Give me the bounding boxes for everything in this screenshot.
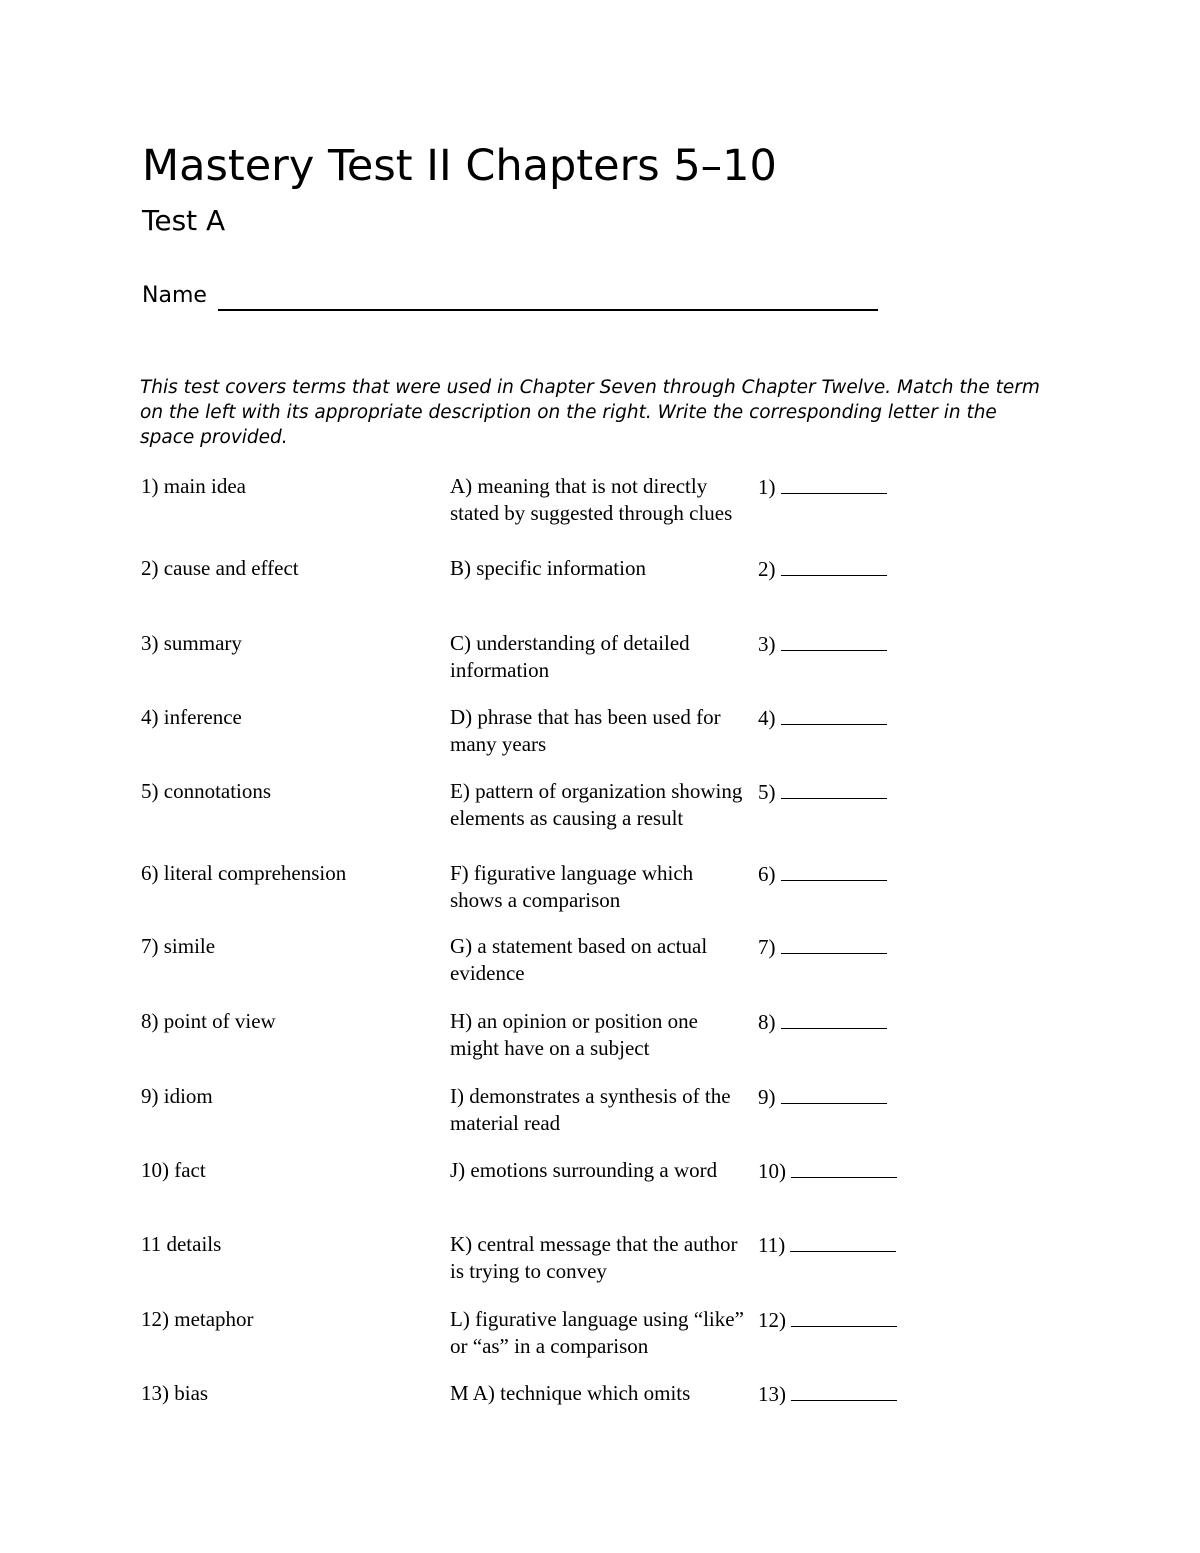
answer-label: 8) [758, 1010, 776, 1034]
instructions: This test covers terms that were used in Chapter Seven through Chapter Twelve. Match the term on the left with its appropriate description on the right. Write the corresponding letter in the space provided. [140, 377, 1040, 448]
description: K) central message that the author is trying to convey [450, 1232, 738, 1283]
term: 7) simile [141, 934, 216, 958]
term: 9) idiom [141, 1084, 213, 1108]
answer-label: 13) [758, 1382, 786, 1406]
answer-blank[interactable] [781, 1083, 887, 1104]
description: M A) technique which omits [450, 1381, 691, 1405]
answer-slot[interactable] [758, 473, 887, 501]
answer-label: 9) [758, 1085, 776, 1109]
answer-blank[interactable] [791, 1380, 897, 1401]
answer-slot[interactable] [758, 1231, 896, 1259]
test-version: Test A [142, 204, 226, 237]
term: 8) point of view [141, 1009, 276, 1033]
answer-label: 3) [758, 632, 776, 656]
answer-blank[interactable] [781, 473, 887, 494]
answer-blank[interactable] [781, 778, 887, 799]
answer-slot[interactable] [758, 1008, 887, 1036]
term: 2) cause and effect [141, 556, 299, 580]
term: 5) connotations [141, 779, 272, 803]
description: E) pattern of organization showing elements as causing a result [450, 779, 743, 830]
answer-slot[interactable] [758, 860, 887, 888]
term: 12) metaphor [141, 1307, 254, 1331]
term: 6) literal comprehension [141, 861, 347, 885]
answer-slot[interactable] [758, 704, 887, 732]
answer-slot[interactable] [758, 1380, 897, 1408]
answer-label: 1) [758, 475, 776, 499]
description: A) meaning that is not directly stated by suggested through clues [450, 474, 733, 525]
description: I) demonstrates a synthesis of the material read [450, 1084, 731, 1135]
answer-slot[interactable] [758, 778, 887, 806]
answer-slot[interactable] [758, 630, 887, 658]
name-field-row [142, 281, 207, 311]
description: B) specific information [450, 556, 646, 580]
term: 10) fact [141, 1158, 206, 1182]
answer-blank[interactable] [790, 1231, 896, 1252]
description: L) figurative language using “like” or “as” in a comparison [450, 1307, 744, 1358]
answer-blank[interactable] [781, 933, 887, 954]
answer-blank[interactable] [791, 1306, 897, 1327]
answer-label: 5) [758, 780, 776, 804]
answer-label: 7) [758, 935, 776, 959]
description: G) a statement based on actual evidence [450, 934, 708, 985]
term: 3) summary [141, 631, 242, 655]
description: D) phrase that has been used for many years [450, 705, 721, 756]
answer-blank[interactable] [781, 630, 887, 651]
name-label: Name [142, 283, 207, 308]
term: 13) bias [141, 1381, 209, 1405]
name-blank-line[interactable] [218, 309, 878, 311]
answer-label: 11) [758, 1233, 786, 1257]
term: 4) inference [141, 705, 242, 729]
description: F) figurative language which shows a comparison [450, 861, 694, 912]
answer-label: 4) [758, 706, 776, 730]
answer-slot[interactable] [758, 1306, 897, 1334]
answer-label: 10) [758, 1159, 786, 1183]
answer-label: 12) [758, 1308, 786, 1332]
answer-label: 6) [758, 862, 776, 886]
term: 11 details [141, 1232, 222, 1256]
description: C) understanding of detailed information [450, 631, 690, 682]
description: H) an opinion or position one might have on a subject [450, 1009, 698, 1060]
answer-slot[interactable] [758, 555, 887, 583]
answer-blank[interactable] [781, 1008, 887, 1029]
answer-blank[interactable] [791, 1157, 897, 1178]
answer-blank[interactable] [781, 704, 887, 725]
answer-blank[interactable] [781, 860, 887, 881]
answer-slot[interactable] [758, 1157, 897, 1185]
answer-label: 2) [758, 557, 776, 581]
answer-blank[interactable] [781, 555, 887, 576]
answer-slot[interactable] [758, 933, 887, 961]
answer-slot[interactable] [758, 1083, 887, 1111]
description: J) emotions surrounding a word [450, 1158, 718, 1182]
term: 1) main idea [141, 474, 246, 498]
page-title: Mastery Test II Chapters 5–10 [142, 141, 777, 191]
